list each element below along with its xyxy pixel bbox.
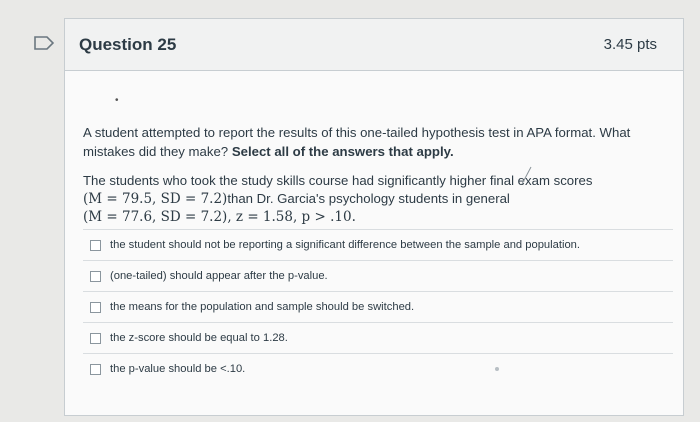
question-points: 3.45 pts [603,36,657,53]
scenario-line-1: The students who took the study skills course had significantly higher final exam scores [83,173,593,188]
answer-option-4[interactable] [83,322,673,353]
scenario-line-2 [83,190,663,208]
answer-option-3[interactable] [83,291,673,322]
pen-mark-icon [520,166,532,186]
answer-label: the means for the population and sample should be switched. [110,301,415,313]
answer-label: (one-tailed) should appear after the p-value. [110,270,328,282]
question-card [64,18,684,416]
question-scenario [83,172,663,226]
checkbox-icon[interactable] [90,302,101,313]
checkbox-icon[interactable] [90,333,101,344]
question-prompt [83,123,663,161]
answer-option-1[interactable] [83,229,673,260]
checkbox-icon[interactable] [90,240,101,251]
answer-option-5[interactable] [83,353,673,384]
checkbox-icon[interactable] [90,271,101,282]
flag-question-icon[interactable] [34,36,54,50]
cursor-dot-icon [494,366,500,372]
question-header [65,19,683,71]
scenario-text: than Dr. Garcia's psychology students in general [227,191,510,206]
checkbox-icon[interactable] [90,364,101,375]
scenario-stat-population: (M = 77.6, SD = 7.2), z = 1.58, p > .10. [83,209,356,225]
prompt-instruction: Select all of the answers that apply. [231,144,454,159]
scenario-stat-sample: (M = 79.5, SD = 7.2) [83,191,228,207]
scenario-line-3 [83,208,663,226]
answer-label: the p-value should be <.10. [110,363,246,375]
stray-dot-mark: • [115,95,119,106]
answer-label: the student should not be reporting a significant difference between the sample and population. [110,239,580,251]
prompt-text: A student attempted to report the results of this one-tailed hypothesis test in APA format. What mistakes did they make? [83,125,631,159]
question-title: Question 25 [79,34,177,54]
answer-list [83,229,673,384]
answer-option-2[interactable] [83,260,673,291]
answer-label: the z-score should be equal to 1.28. [110,332,288,344]
